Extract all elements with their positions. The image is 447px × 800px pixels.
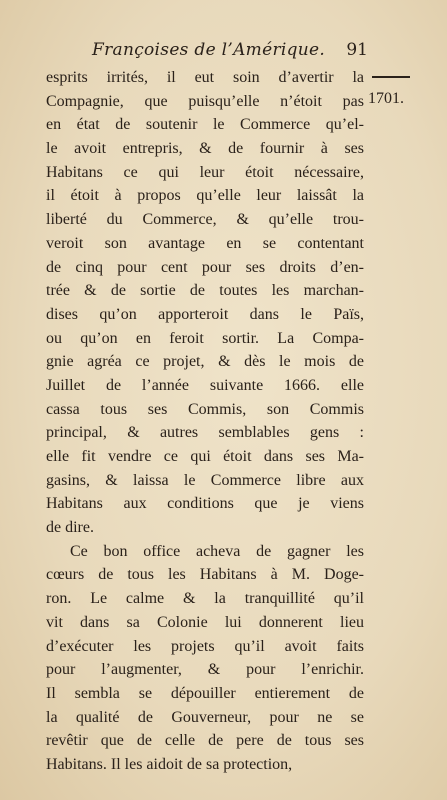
text-line: Ce bon office acheva de gagner les	[70, 542, 364, 560]
text-line: veroit son avantage en se contentant	[46, 234, 364, 252]
text-line: cœurs de tous les Habitans à M. Doge-	[46, 566, 364, 584]
text-line: de dire.	[46, 519, 94, 537]
text-line: cassa tous ses Commis, son Commis	[46, 400, 364, 418]
text-line: Il sembla se dépouiller entierement de	[46, 684, 364, 702]
text-line: revêtir que de celle de pere de tous ses	[46, 732, 364, 750]
text-line: d’exécuter les projets qu’il avoit faits	[46, 637, 364, 655]
text-line: en état de soutenir le Commerce qu’el-	[46, 116, 364, 134]
text-line: liberté du Commerce, & qu’elle trou-	[46, 211, 364, 229]
text-line: pour l’augmenter, & pour l’enrichir.	[46, 661, 364, 679]
margin-year: 1701.	[368, 90, 404, 107]
text-line: gasins, & laissa le Commerce libre aux	[46, 471, 364, 489]
text-line: ou qu’on en feroit sortir. La Compa-	[46, 329, 364, 347]
text-line: Habitans ce qui leur étoit nécessaire,	[46, 163, 364, 181]
page-header	[92, 40, 368, 66]
text-line: il étoit à propos qu’elle leur laissât la	[46, 187, 364, 205]
text-line: gnie agréa ce projet, & dès le mois de	[46, 353, 364, 371]
text-line: trée & de sortie de toutes les marchan-	[46, 282, 364, 300]
text-line: elle fit vendre ce qui étoit dans ses Ma-	[46, 448, 364, 465]
text-line: de cinq pour cent pour ses droits d’en-	[46, 258, 364, 276]
body-text	[46, 66, 364, 777]
text-line: Habitans. Il les aidoit de sa protection,	[46, 755, 293, 773]
text-line: principal, & autres semblables gens :	[46, 424, 364, 442]
text-line: le avoit entrepris, & de fournir à ses	[46, 140, 364, 158]
margin-rule	[372, 76, 410, 78]
text-line: vit dans sa Colonie lui donnerent lieu	[46, 613, 364, 631]
text-line: esprits irrités, il eut soin d’avertir la	[46, 69, 364, 86]
text-line: Habitans aux conditions que je viens	[46, 495, 364, 513]
running-title: Françoises de l’Amérique.	[92, 40, 326, 60]
text-line: ron. Le calme & la tranquillité qu’il	[46, 590, 364, 608]
text-line: Compagnie, que puisqu’elle n’étoit pas	[46, 92, 364, 110]
page-number: 91	[346, 40, 368, 60]
text-line: Juillet de l’année suivante 1666. elle	[46, 376, 364, 394]
text-line: dises qu’on apporteroit dans le Païs,	[46, 305, 364, 323]
text-line: la qualité de Gouverneur, pour ne se	[46, 708, 364, 726]
